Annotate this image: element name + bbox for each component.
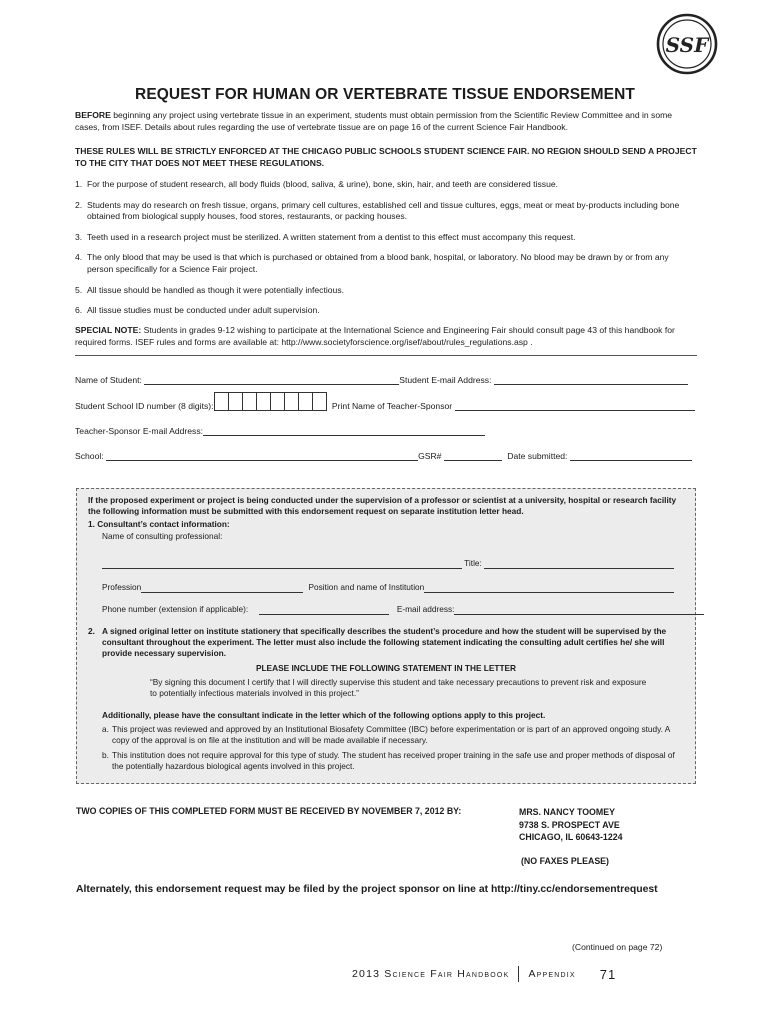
- option-a-label: a.: [102, 724, 109, 734]
- rule-text: The only blood that may be used is that which is purchased or obtained from a blood bank, hospital, or laboratory. No blood may be drawn by or from any person specifically for a Science Fair project.: [87, 252, 669, 274]
- item2-number: 2.: [88, 626, 95, 636]
- continued-note: (Continued on page 72): [572, 942, 663, 952]
- phone-label: Phone number (extension if applicable):: [102, 604, 249, 614]
- consulting-name-row: [102, 558, 674, 569]
- teacher-sponsor-field[interactable]: [455, 400, 695, 411]
- student-name-row: [75, 374, 688, 385]
- rule-item: [75, 232, 697, 244]
- teacher-email-label: Teacher-Sponsor E-mail Address:: [75, 426, 204, 436]
- rule-text: Students may do research on fresh tissue, organs, primary cell cultures, established cell and tissue cultures, eggs, meat or meat by-products including bone obtained from biological supply houses, food stores, restaurants, or packing houses.: [87, 199, 680, 222]
- intro-paragraph: [75, 110, 697, 133]
- position-field[interactable]: [424, 582, 674, 593]
- please-include-heading: PLEASE INCLUDE THE FOLLOWING STATEMENT IN THE LETTER: [255, 663, 517, 673]
- rule-number: 3.: [75, 231, 83, 242]
- teacher-sponsor-label: Print Name of Teacher-Sponsor: [331, 401, 453, 411]
- school-label: School:: [75, 451, 104, 461]
- rule-text: For the purpose of student research, all body fluids (blood, saliva, & urine), bone, skin, hair, and teeth are considered tissue.: [87, 179, 559, 189]
- footer-section: Appendix: [528, 968, 576, 980]
- intro-lead: BEFORE: [75, 110, 111, 120]
- mailing-address: [519, 806, 623, 844]
- certification-quote: “By signing this document I certify that I will directly supervise this student and take necessary precautions to prevent risk and exposure to potentially infectious materials involved in this project.”: [150, 677, 647, 698]
- consulting-name-field[interactable]: [102, 558, 462, 569]
- school-id-row: [75, 392, 695, 411]
- two-copies-notice: TWO COPIES OF THIS COMPLETED FORM MUST BE RECEIVED BY NOVEMBER 7, 2012 BY:: [76, 806, 462, 816]
- rule-item: [75, 200, 697, 223]
- page-title: REQUEST FOR HUMAN OR VERTEBRATE TISSUE ENDORSEMENT: [135, 86, 635, 103]
- gsr-label: GSR#: [418, 451, 442, 461]
- panel-border-bottom: [76, 783, 696, 784]
- additionally-text: Additionally, please have the consultant indicate in the letter which of the following options apply to this project.: [102, 710, 546, 720]
- profession-row: [102, 582, 674, 593]
- rule-text: All tissue should be handled as though it were potentially infectious.: [87, 284, 345, 295]
- panel-intro: If the proposed experiment or project is being conducted under the supervision of a professor or scientist at a university, hospital or research facility the following information must be submitted with this endorsement request on separate institution letter head.: [88, 495, 677, 516]
- page-number: 71: [599, 966, 617, 982]
- profession-field[interactable]: [141, 582, 303, 593]
- teacher-email-field[interactable]: [203, 425, 485, 436]
- school-field[interactable]: [106, 450, 418, 461]
- phone-row: [102, 604, 704, 615]
- position-label: Position and name of Institution: [308, 582, 425, 592]
- svg-text:SSF: SSF: [665, 33, 709, 57]
- section-divider: [75, 355, 697, 356]
- school-id-label: Student School ID number (8 digits):: [75, 401, 214, 411]
- special-note-lead: SPECIAL NOTE:: [75, 325, 142, 335]
- option-b-text: This institution does not require approval for this type of study. The student has received proper training in the safe use and proper methods of disposal of the potentially hazardous biological agents involved in this project.: [112, 750, 675, 771]
- special-note: [75, 325, 697, 348]
- consultant-panel: [76, 488, 696, 784]
- rule-number: 6.: [75, 305, 83, 316]
- item2-text: A signed original letter on institute stationery that specifically describes the student’s procedure and how the student will be supervised by the consultant throughout the experiment. The letter must also include the following statement indicating the consulting adult certifies he/ she will provide necessary supervision.: [102, 626, 667, 658]
- option-a-text: This project was reviewed and approved by an Institutional Biosafety Committee (IBC) before experimentation or is part of an approved ongoing study. A copy of the approval is on file at the institution and will be made available if necessary.: [112, 724, 670, 745]
- special-note-text: Students in grades 9-12 wishing to participate at the International Science and Engineering Fair should consult page 43 of this handbook for required forms. ISEF rules and forms are available at: http://www.societyforscience.org/isef/about/rules_regulations.asp .: [75, 325, 675, 347]
- rule-item: [75, 305, 697, 317]
- footer-divider: [518, 966, 519, 982]
- email-field[interactable]: [454, 604, 704, 615]
- option-b-label: b.: [102, 750, 109, 760]
- student-email-field[interactable]: [494, 374, 688, 385]
- rule-text: Teeth used in a research project must be sterilized. A written statement from a dentist to this effect must accompany this request.: [87, 231, 576, 242]
- no-faxes-note: (NO FAXES PLEASE): [521, 856, 609, 866]
- enforcement-notice: THESE RULES WILL BE STRICTLY ENFORCED AT THE CHICAGO PUBLIC SCHOOLS STUDENT SCIENCE FAIR. NO REGION SHOULD SEND A PROJECT TO THE CITY THAT DOES NOT MEET THESE REGULATIONS.: [75, 146, 697, 168]
- consulting-name-label: Name of consulting professional:: [102, 531, 223, 541]
- ssf-logo: [655, 12, 719, 76]
- rule-item: [75, 285, 697, 297]
- rule-item: [75, 252, 697, 275]
- footer-handbook: 2013 Science Fair Handbook: [352, 968, 510, 980]
- student-name-label: Name of Student:: [75, 375, 142, 385]
- panel-border-top: [76, 488, 696, 489]
- rule-item: [75, 179, 697, 191]
- rules-list: [75, 179, 697, 323]
- rule-number: 4.: [75, 252, 83, 263]
- intro-text: beginning any project using vertebrate tissue in an experiment, students must obtain permission from the Scientific Review Committee and in some cases, from ISEF. Details about rules regarding the use of vertebrate tissue are on page 16 of the current Science Fair Handbook.: [75, 110, 673, 132]
- option-b: [102, 750, 682, 772]
- rule-text: All tissue studies must be conducted under adult supervision.: [87, 305, 320, 316]
- online-filing-note: Alternately, this endorsement request may be filed by the project sponsor on line at http://tiny.cc/endorsementrequest: [76, 884, 658, 895]
- address-line: 9738 S. PROSPECT AVE: [519, 819, 620, 830]
- rule-number: 1.: [75, 179, 83, 189]
- address-line: MRS. NANCY TOOMEY: [519, 807, 615, 817]
- option-a: [102, 724, 682, 746]
- student-email-label: Student E-mail Address:: [399, 375, 492, 385]
- page-footer: [352, 966, 616, 982]
- school-row: [75, 450, 692, 461]
- consultant-info-heading: 1. Consultant’s contact information:: [88, 519, 230, 529]
- title-label: Title:: [464, 558, 482, 568]
- school-id-boxes[interactable]: [214, 392, 327, 411]
- address-line: CHICAGO, IL 60643-1224: [519, 832, 623, 842]
- email-label: E-mail address:: [396, 604, 455, 614]
- title-field[interactable]: [484, 558, 674, 569]
- gsr-field[interactable]: [444, 450, 502, 461]
- profession-label: Profession: [102, 582, 142, 592]
- date-submitted-label: Date submitted:: [507, 451, 568, 461]
- rule-number: 2.: [75, 199, 83, 210]
- teacher-email-row: [75, 425, 485, 436]
- phone-field[interactable]: [259, 604, 389, 615]
- student-name-field[interactable]: [144, 374, 399, 385]
- panel-border-left: [76, 488, 77, 784]
- signed-letter-item: [88, 626, 688, 659]
- panel-border-right: [695, 488, 696, 784]
- date-submitted-field[interactable]: [570, 450, 692, 461]
- rule-number: 5.: [75, 284, 83, 295]
